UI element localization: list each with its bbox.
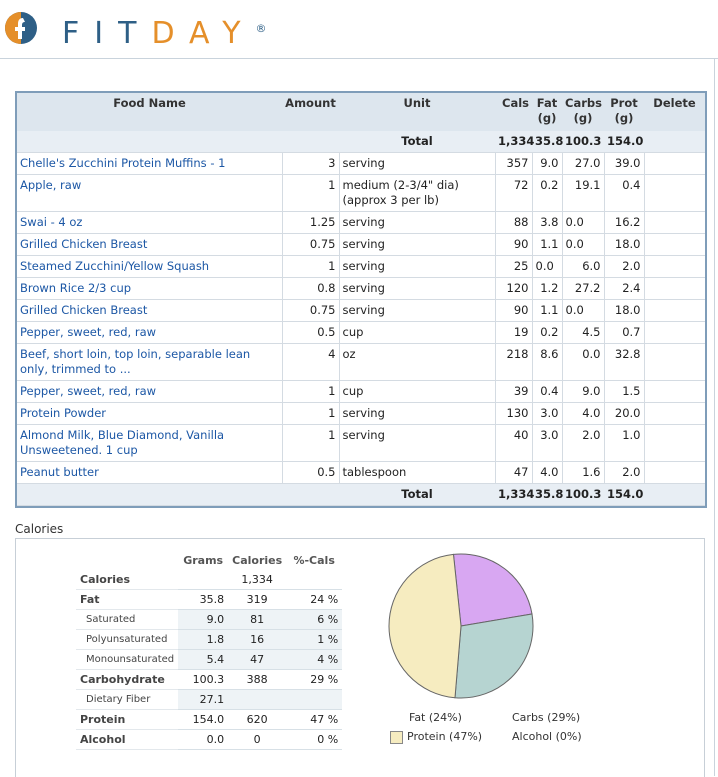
total-fat: 35.8 (532, 484, 562, 506)
food-carbs: 27.2 (562, 278, 604, 300)
nutrient-label: Monounsaturated (76, 650, 178, 670)
nutrient-grams: 35.8 (178, 590, 228, 610)
nutrient-calories: 620 (228, 710, 286, 730)
nutrient-row (76, 730, 342, 750)
food-unit: serving (339, 256, 495, 278)
col-pct-cals: %-Cals (293, 554, 335, 567)
food-fat: 0.0 (532, 256, 562, 278)
food-table-header (17, 93, 705, 131)
delete-cell[interactable] (644, 153, 705, 175)
food-amount[interactable]: 1 (282, 403, 339, 425)
food-carbs: 0.0 (562, 234, 604, 256)
total-fat: 35.8 (532, 131, 562, 153)
food-prot: 2.0 (604, 256, 644, 278)
total-label: Total (339, 131, 495, 153)
col-amount[interactable]: Amount (282, 93, 339, 131)
food-prot: 18.0 (604, 300, 644, 322)
food-name-link[interactable]: Steamed Zucchini/Yellow Squash (17, 256, 282, 278)
logo-registered: ® (255, 22, 267, 35)
delete-cell[interactable] (644, 256, 705, 278)
calorie-pie-chart (386, 551, 536, 701)
food-unit: serving (339, 234, 495, 256)
nutrient-grams: 9.0 (178, 610, 228, 630)
legend-protein-swatch (390, 731, 403, 744)
total-row-bottom (17, 484, 705, 506)
food-cals: 88 (495, 212, 532, 234)
delete-cell[interactable] (644, 344, 705, 381)
nutrient-pct: 29 % (286, 670, 342, 690)
food-cals: 357 (495, 153, 532, 175)
nutrient-calories: 47 (228, 650, 286, 670)
col-unit[interactable]: Unit (339, 93, 495, 131)
delete-cell[interactable] (644, 278, 705, 300)
calories-section-label: Calories (15, 522, 64, 536)
food-cals: 47 (495, 462, 532, 484)
food-carbs: 4.0 (562, 403, 604, 425)
col-cals[interactable]: Cals (495, 93, 532, 131)
nutrient-row (76, 650, 342, 670)
col-grams: Grams (183, 554, 224, 567)
nutrient-calories (228, 690, 286, 710)
nutrient-row (76, 610, 342, 630)
total-cals: 1,334 (495, 484, 532, 506)
food-unit: serving (339, 153, 495, 175)
food-fat: 8.6 (532, 344, 562, 381)
food-name-link[interactable]: Pepper, sweet, red, raw (17, 322, 282, 344)
food-amount[interactable]: 1 (282, 256, 339, 278)
food-carbs: 19.1 (562, 175, 604, 212)
nutrient-pct: 24 % (286, 590, 342, 610)
nutrient-calories: 1,334 (228, 570, 286, 590)
food-row (17, 425, 705, 462)
food-carbs: 6.0 (562, 256, 604, 278)
site-header (0, 0, 718, 59)
food-carbs: 4.5 (562, 322, 604, 344)
nutrient-label: Alcohol (76, 730, 178, 750)
food-prot: 1.0 (604, 425, 644, 462)
nutrition-summary-table (76, 551, 342, 750)
pie-slice-fat (453, 554, 532, 626)
pie-slice-carbs (455, 614, 533, 698)
nutrient-label: Dietary Fiber (76, 690, 178, 710)
food-amount[interactable]: 0.75 (282, 234, 339, 256)
food-prot: 2.4 (604, 278, 644, 300)
food-carbs: 2.0 (562, 425, 604, 462)
nutrient-pct: 0 % (286, 730, 342, 750)
food-name-link[interactable]: Peanut butter (17, 462, 282, 484)
nutrient-calories: 16 (228, 630, 286, 650)
food-name-link[interactable]: Pepper, sweet, red, raw (17, 381, 282, 403)
food-amount[interactable]: 1 (282, 175, 339, 212)
legend-fat-label: Fat (24%) (409, 711, 462, 724)
food-log-table (15, 91, 707, 508)
delete-cell[interactable] (644, 212, 705, 234)
food-cals: 39 (495, 381, 532, 403)
delete-cell[interactable] (644, 322, 705, 344)
food-fat: 3.0 (532, 425, 562, 462)
food-unit: medium (2-3/4" dia) (approx 3 per lb) (339, 175, 495, 212)
food-row (17, 256, 705, 278)
food-fat: 1.1 (532, 300, 562, 322)
food-fat: 0.2 (532, 175, 562, 212)
delete-cell[interactable] (644, 234, 705, 256)
food-cals: 72 (495, 175, 532, 212)
food-unit: oz (339, 344, 495, 381)
food-fat: 0.2 (532, 322, 562, 344)
food-row (17, 344, 705, 381)
food-prot: 2.0 (604, 462, 644, 484)
nutrient-row (76, 670, 342, 690)
food-name-link[interactable]: Almond Milk, Blue Diamond, Vanilla Unsweetened. 1 cup (17, 425, 282, 462)
food-cals: 90 (495, 234, 532, 256)
delete-cell[interactable] (644, 462, 705, 484)
nutrient-grams: 0.0 (178, 730, 228, 750)
food-amount[interactable]: 0.8 (282, 278, 339, 300)
delete-cell[interactable] (644, 300, 705, 322)
food-row (17, 212, 705, 234)
col-delete: Delete (644, 93, 705, 131)
food-prot: 1.5 (604, 381, 644, 403)
food-cals: 40 (495, 425, 532, 462)
food-carbs: 0.0 (562, 344, 604, 381)
delete-cell[interactable] (644, 381, 705, 403)
food-cals: 218 (495, 344, 532, 381)
legend-carbs-label: Carbs (29%) (512, 711, 581, 724)
col-prot[interactable]: Prot (g) (604, 93, 644, 131)
total-cals: 1,334 (495, 131, 532, 153)
food-unit: cup (339, 381, 495, 403)
nutrient-pct (286, 570, 342, 590)
nutrient-label: Protein (76, 710, 178, 730)
total-label: Total (339, 484, 495, 506)
food-fat: 0.4 (532, 381, 562, 403)
food-unit: serving (339, 212, 495, 234)
total-row-top (17, 131, 705, 153)
food-prot: 32.8 (604, 344, 644, 381)
food-amount[interactable]: 4 (282, 344, 339, 381)
food-fat: 4.0 (532, 462, 562, 484)
food-amount[interactable]: 0.75 (282, 300, 339, 322)
nutrient-pct (286, 690, 342, 710)
food-prot: 16.2 (604, 212, 644, 234)
nutrient-calories: 81 (228, 610, 286, 630)
food-carbs: 1.6 (562, 462, 604, 484)
col-fat[interactable]: Fat (g) (532, 93, 562, 131)
legend-protein-label: Protein (47%) (407, 730, 483, 743)
nutrient-row (76, 710, 342, 730)
food-row (17, 278, 705, 300)
nutrient-row (76, 690, 342, 710)
nutrient-grams: 154.0 (178, 710, 228, 730)
food-row (17, 381, 705, 403)
nutrient-pct: 47 % (286, 710, 342, 730)
food-fat: 3.8 (532, 212, 562, 234)
calories-panel (15, 538, 705, 777)
nutrient-label: Fat (76, 590, 178, 610)
total-carbs: 100.3 (562, 131, 604, 153)
nutrient-calories: 388 (228, 670, 286, 690)
nutrient-calories: 319 (228, 590, 286, 610)
total-prot: 154.0 (604, 484, 644, 506)
food-prot: 0.4 (604, 175, 644, 212)
food-fat: 3.0 (532, 403, 562, 425)
food-row (17, 175, 705, 212)
col-food-name[interactable]: Food Name (17, 93, 282, 131)
nutrient-pct: 6 % (286, 610, 342, 630)
legend-fat (409, 711, 462, 724)
food-row (17, 322, 705, 344)
food-cals: 130 (495, 403, 532, 425)
food-carbs: 0.0 (562, 300, 604, 322)
total-carbs: 100.3 (562, 484, 604, 506)
food-amount[interactable]: 0.5 (282, 322, 339, 344)
food-unit: serving (339, 403, 495, 425)
delete-cell[interactable] (644, 175, 705, 212)
nutrient-label: Polyunsaturated (76, 630, 178, 650)
delete-cell[interactable] (644, 425, 705, 462)
food-cals: 25 (495, 256, 532, 278)
food-amount[interactable]: 1 (282, 381, 339, 403)
food-cals: 120 (495, 278, 532, 300)
nutrient-grams: 100.3 (178, 670, 228, 690)
food-prot: 18.0 (604, 234, 644, 256)
food-unit: serving (339, 425, 495, 462)
nutrient-label: Saturated (76, 610, 178, 630)
food-fat: 1.2 (532, 278, 562, 300)
food-amount[interactable]: 0.5 (282, 462, 339, 484)
total-prot: 154.0 (604, 131, 644, 153)
food-name-link[interactable]: Apple, raw (17, 175, 282, 212)
col-carbs[interactable]: Carbs (g) (562, 93, 604, 131)
logo-fit: FIT (62, 16, 152, 51)
nutrient-label: Calories (76, 570, 178, 590)
food-prot: 39.0 (604, 153, 644, 175)
nutrient-grams (178, 570, 228, 590)
food-row (17, 300, 705, 322)
logo-day: DAY (151, 16, 256, 51)
food-unit: serving (339, 278, 495, 300)
legend-protein (390, 730, 482, 744)
nutrient-pct: 1 % (286, 630, 342, 650)
fitday-logo-icon[interactable] (4, 9, 38, 47)
food-row (17, 462, 705, 484)
nutrient-grams: 27.1 (178, 690, 228, 710)
food-cals: 19 (495, 322, 532, 344)
food-row (17, 153, 705, 175)
food-unit: serving (339, 300, 495, 322)
food-amount[interactable]: 1.25 (282, 212, 339, 234)
legend-alcohol-label: Alcohol (0%) (512, 730, 582, 743)
nutrient-calories: 0 (228, 730, 286, 750)
nutrient-row (76, 630, 342, 650)
food-carbs: 27.0 (562, 153, 604, 175)
food-row (17, 234, 705, 256)
food-prot: 20.0 (604, 403, 644, 425)
nutrient-row (76, 590, 342, 610)
nutrient-row (76, 570, 342, 590)
food-amount[interactable]: 3 (282, 153, 339, 175)
food-row (17, 403, 705, 425)
nutrient-label: Carbohydrate (76, 670, 178, 690)
fitday-logo-text[interactable] (62, 12, 267, 51)
legend-carbs (512, 711, 580, 724)
food-name-link[interactable]: Grilled Chicken Breast (17, 300, 282, 322)
food-name-link[interactable]: Swai - 4 oz (17, 212, 282, 234)
food-name-link[interactable]: Grilled Chicken Breast (17, 234, 282, 256)
food-name-link[interactable]: Brown Rice 2/3 cup (17, 278, 282, 300)
nutrient-grams: 1.8 (178, 630, 228, 650)
food-carbs: 0.0 (562, 212, 604, 234)
nutrient-pct: 4 % (286, 650, 342, 670)
right-divider (714, 58, 715, 776)
delete-cell[interactable] (644, 403, 705, 425)
col-calories: Calories (232, 554, 283, 567)
food-fat: 9.0 (532, 153, 562, 175)
food-unit: cup (339, 322, 495, 344)
nutrient-grams: 5.4 (178, 650, 228, 670)
food-fat: 1.1 (532, 234, 562, 256)
pie-slice-protein (389, 554, 461, 697)
food-cals: 90 (495, 300, 532, 322)
food-carbs: 9.0 (562, 381, 604, 403)
food-name-link[interactable]: Chelle's Zucchini Protein Muffins - 1 (17, 153, 282, 175)
food-name-link[interactable]: Protein Powder (17, 403, 282, 425)
food-prot: 0.7 (604, 322, 644, 344)
food-name-link[interactable]: Beef, short loin, top loin, separable lean only, trimmed to ... (17, 344, 282, 381)
legend-alcohol (512, 730, 582, 743)
food-unit: tablespoon (339, 462, 495, 484)
food-amount[interactable]: 1 (282, 425, 339, 462)
